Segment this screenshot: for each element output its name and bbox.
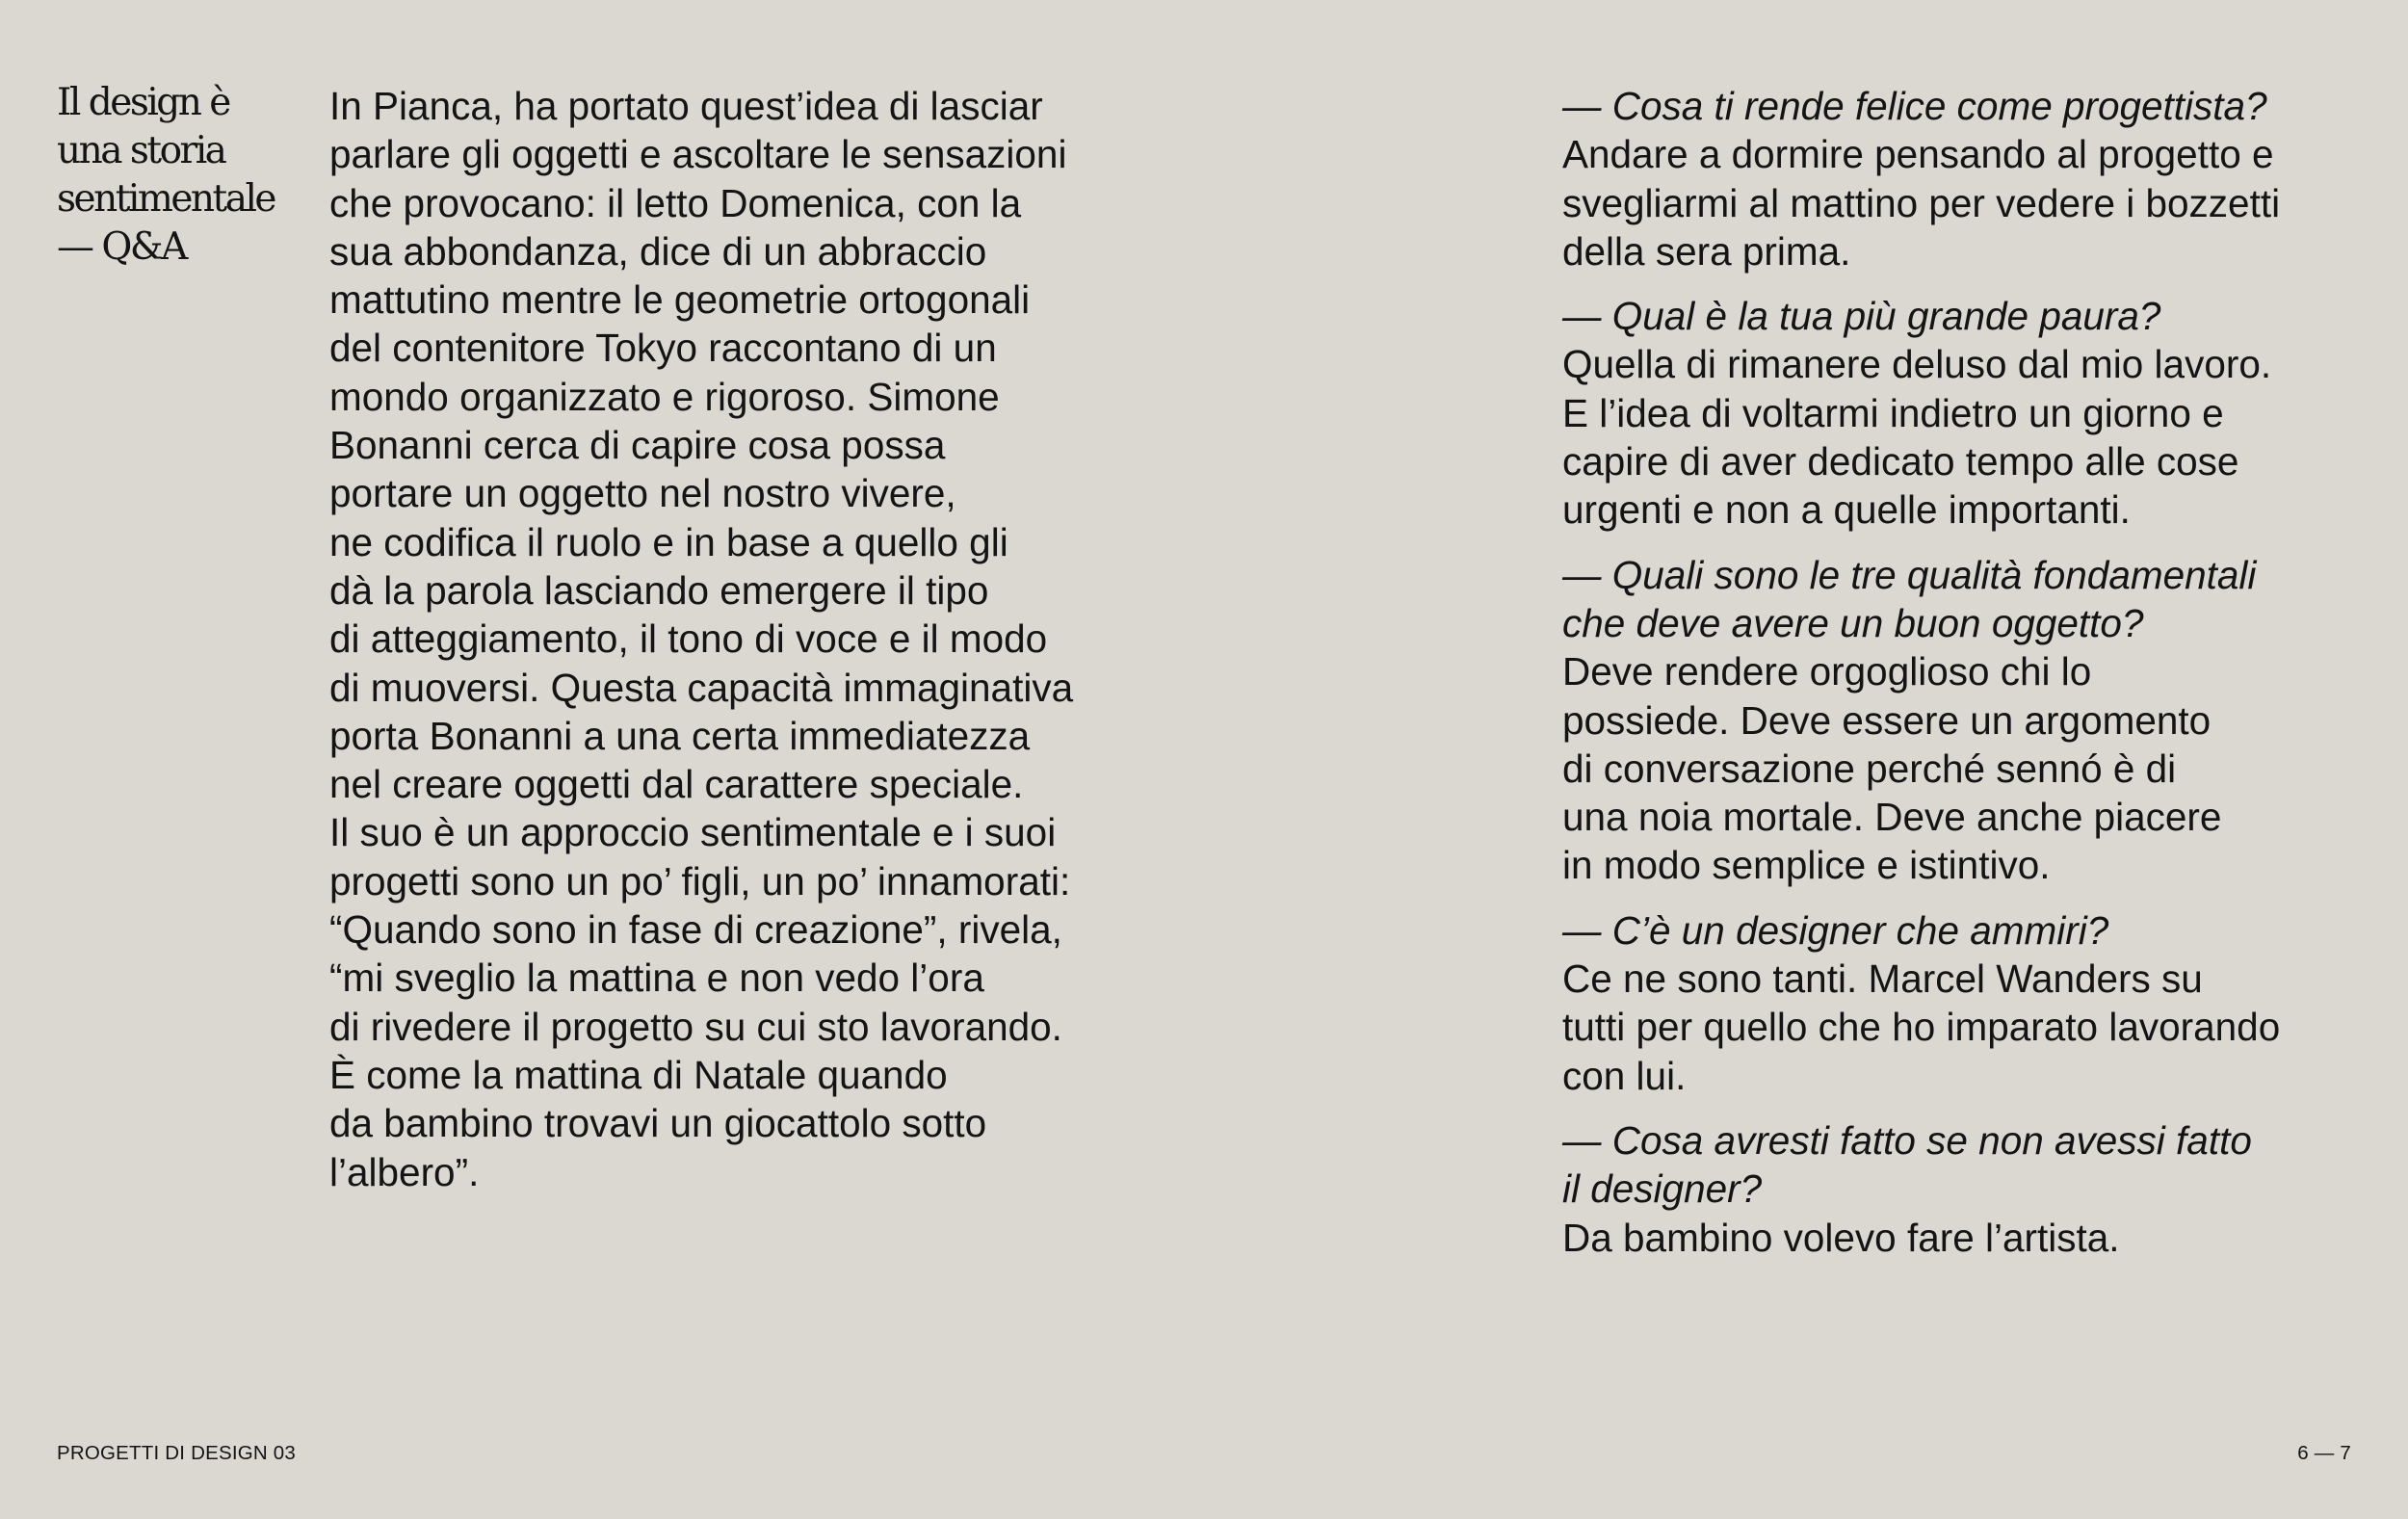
- qa-answer-line: svegliarmi al mattino per vedere i bozzetti: [1562, 180, 2281, 225]
- article-line: progetti sono un po’ figli, un po’ innamorati:: [329, 858, 1071, 904]
- article-line: sua abbondanza, dice di un abbraccio: [329, 228, 987, 274]
- article-line: “mi sveglio la mattina e non vedo l’ora: [329, 956, 984, 1001]
- article-line: di atteggiamento, il tono di voce e il modo: [329, 616, 1048, 662]
- article-line: mondo organizzato e rigoroso. Simone: [329, 374, 1000, 419]
- qa-answer-line: con lui.: [1562, 1053, 1687, 1098]
- section-title-line: sentimentale: [57, 177, 275, 221]
- footer-publication: PROGETTI DI DESIGN 03: [57, 1442, 296, 1464]
- qa-answer-line: Ce ne sono tanti. Marcel Wanders su: [1562, 956, 2203, 1002]
- qa-answer-line: Andare a dormire pensando al progetto e: [1562, 132, 2274, 177]
- qa-answer-line: di conversazione perché sennó è di: [1562, 746, 2177, 791]
- article-line: del contenitore Tokyo raccontano di un: [329, 326, 997, 371]
- article-line: portare un oggetto nel nostro vivere,: [329, 471, 956, 516]
- qa-question: — Cosa avresti fatto se non avessi fatto: [1562, 1117, 2252, 1163]
- footer-page-numbers: 6 — 7: [2297, 1442, 2351, 1464]
- article-line: È come la mattina di Natale quando: [329, 1052, 948, 1097]
- article-line: mattutino mentre le geometrie ortogonali: [329, 277, 1031, 323]
- qa-question: il designer?: [1562, 1166, 1763, 1212]
- qa-question: — Qual è la tua più grande paura?: [1562, 294, 2161, 339]
- qa-section: [1562, 82, 2280, 1278]
- qa-answer-line: una noia mortale. Deve anche piacere: [1562, 795, 2222, 840]
- article-line: nel creare oggetti dal carattere speciale.: [329, 762, 1024, 807]
- section-title-line: una storia: [57, 129, 225, 172]
- qa-question: — Quali sono le tre qualità fondamentali: [1562, 552, 2257, 597]
- article-line: l’albero”.: [329, 1149, 480, 1194]
- qa-item: [1562, 292, 2280, 534]
- qa-answer-line: urgenti e non a quelle importanti.: [1562, 487, 2131, 533]
- qa-answer-line: E l’idea di voltarmi indietro un giorno e: [1562, 390, 2224, 435]
- article-line: “Quando sono in fase di creazione”, rivela,: [329, 907, 1062, 953]
- section-title-line: Il design è: [57, 81, 229, 124]
- qa-item: [1562, 82, 2280, 275]
- article-line: porta Bonanni a una certa immediatezza: [329, 713, 1031, 758]
- article-body: [329, 82, 1073, 1196]
- article-line: di muoversi. Questa capacità immaginativa: [329, 665, 1074, 710]
- section-title-line: — Q&A: [57, 225, 186, 269]
- qa-answer-line: possiede. Deve essere un argomento: [1562, 697, 2212, 743]
- qa-answer-line: in modo semplice e istintivo.: [1562, 843, 2051, 888]
- article-line: ne codifica il ruolo e in base a quello gli: [329, 519, 1008, 564]
- article-line: di rivedere il progetto su cui sto lavorando.: [329, 1004, 1062, 1049]
- article-line: In Pianca, ha portato quest’idea di lasciar: [329, 84, 1043, 128]
- qa-item: [1562, 1116, 2280, 1262]
- qa-question: — Cosa ti rende felice come progettista?: [1562, 84, 2267, 128]
- qa-question: — C’è un designer che ammiri?: [1562, 907, 2109, 953]
- article-line: parlare gli oggetti e ascoltare le sensazioni: [329, 132, 1067, 177]
- qa-answer-line: tutti per quello che ho imparato lavorando: [1562, 1005, 2281, 1050]
- qa-answer-line: Da bambino volevo fare l’artista.: [1562, 1215, 2120, 1260]
- qa-answer-line: Deve rendere orgoglioso chi lo: [1562, 649, 2092, 694]
- section-title: [57, 79, 336, 272]
- qa-question: che deve avere un buon oggetto?: [1562, 600, 2144, 645]
- article-line: dà la parola lasciando emergere il tipo: [329, 567, 989, 613]
- qa-answer-line: capire di aver dedicato tempo alle cose: [1562, 439, 2239, 485]
- qa-item: [1562, 906, 2280, 1100]
- qa-item: [1562, 551, 2280, 890]
- article-line: Bonanni cerca di capire cosa possa: [329, 423, 946, 468]
- qa-answer-line: Quella di rimanere deluso dal mio lavoro.: [1562, 342, 2272, 387]
- article-line: Il suo è un approccio sentimentale e i suoi: [329, 810, 1057, 855]
- article-line: che provocano: il letto Domenica, con la: [329, 180, 1022, 225]
- qa-answer-line: della sera prima.: [1562, 228, 1851, 274]
- article-line: da bambino trovavi un giocattolo sotto: [329, 1101, 987, 1146]
